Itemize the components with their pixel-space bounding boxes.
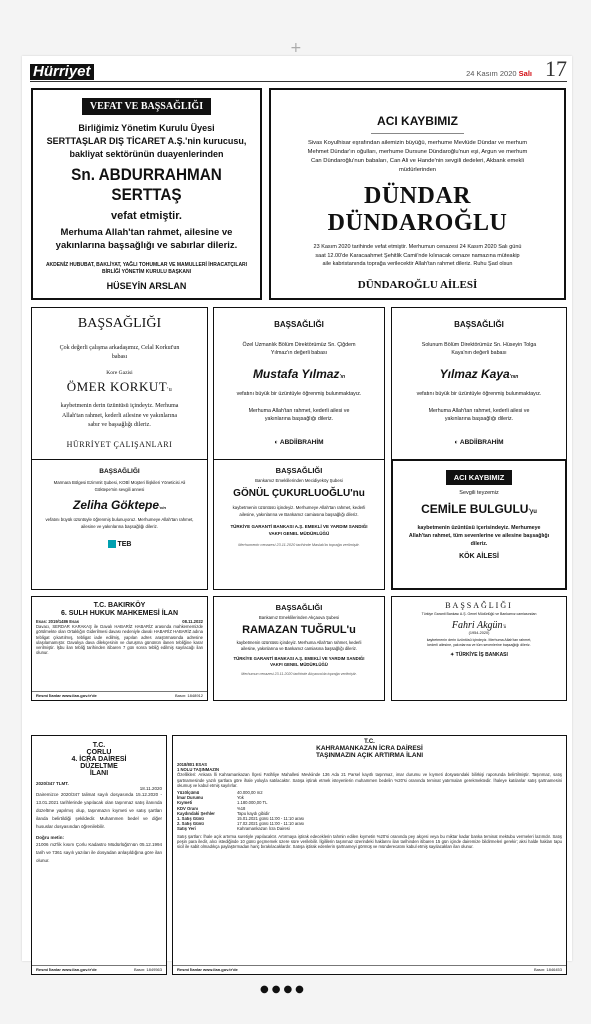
- deceased-name: ÖMER KORKUT: [66, 379, 168, 394]
- signer-name: HÜRRİYET ÇALIŞANLARI: [66, 439, 173, 449]
- detail-value: Kahramankazan İcra Dairesi: [237, 826, 290, 832]
- ad-text: Sevgili teyzemiz: [459, 490, 499, 496]
- notice-title: TAŞINMAZIN AÇIK ARTIRMA İLANI: [315, 752, 424, 759]
- ad-text: vefatını büyük üzüntüyle öğrenmiş bulunuyoruz. Merhumeye Allah'tan rahmet, ailesine ve yakınlarına başsağlığı dileriz.: [45, 517, 194, 529]
- brand-name: ABDİİBRAHİM: [279, 439, 324, 446]
- detail-key: 2. Satış Günü: [177, 821, 204, 827]
- bank-logo-icon: ✦: [450, 652, 456, 658]
- page-indicator-dots: ●●●●: [260, 984, 307, 995]
- page-number: 17: [545, 56, 567, 81]
- ad-title: BAŞSAĞLIĞI: [77, 316, 162, 331]
- ad-title: BAŞSAĞLIĞI: [274, 320, 324, 329]
- ad-text: Bankamız Emeklilerinden Mecidiyeköy Şubesi: [255, 478, 343, 483]
- condolence-ad-cukurluoglu: [213, 459, 385, 590]
- notice-footer: Resmi İlanlar www.ilan.gov.tr'de Basın: 1848912: [32, 691, 207, 700]
- notice-title: 4. İCRA DAİRESİ: [71, 756, 127, 763]
- name-suffix: 'nin: [159, 505, 166, 510]
- notice-body: Dairemizce 2020/347 talimat sayılı dosyasında 15.12.2020 - 13.01.2021 tarihlerinde yapılacak olan taşınmaz satış ilanında düzeltme yapılmış olup, taşınmazın kıymeti ve satış şartları ilanda belirtildiği şekildedir. Muhammen bedel ve diğer hususlar dosyasından öğrenilebilir.: [36, 792, 162, 830]
- ad-text: Marmara Bölgesi Ezimmit Şubesi, KOBİ Müşteri İlişkileri Yöneticisi Ali Göktepe'nin sevgili annesi: [53, 480, 186, 492]
- org-name: TÜRKİYE GARANTİ BANKASI A.Ş. EMEKLİ VE YARDIM SANDIĞI VAKFI GENEL MÜDÜRLÜĞÜ: [233, 656, 365, 667]
- family-name: DÜNDAROĞLU AİLESİ: [357, 278, 478, 291]
- ad-text: Merhuma Allah'tan rahmet, ailesine ve yakınlarına başsağlığı ve sabırlar dileriz.: [55, 227, 238, 251]
- deceased-name: RAMAZAN TUĞRUL'u: [242, 624, 356, 636]
- deceased-name: Mustafa Yılmaz: [252, 367, 340, 381]
- ad-text: (1954-2020): [468, 631, 490, 635]
- newspaper-logo: Hürriyet: [30, 64, 94, 80]
- condolence-ad-dundaroglu: [269, 88, 566, 300]
- detail-value: 40.000,00 m2: [237, 790, 263, 796]
- ad-text: Sivas Koyulhisar eşrafından ailemizin büyüğü, merhume Mevlüde Dündar ve merhum Mehmet Dündar'ın oğulları, merhume Dursune Dündaroğlu'nun eşi, Argun ve merhum Can Dündaroğlu'nun babaları, Can Ali ve Hande'nin sevgili dedeleri, Akbank emekli müdürlerinden: [307, 140, 528, 173]
- issue-day: Salı: [518, 69, 532, 78]
- issue-date: 24 Kasım 2020 Salı: [466, 69, 532, 78]
- notice-title: DÜZELTME: [80, 763, 118, 770]
- ad-text: kaybetmenin derin üzüntüsü içindeyiz. Merhuma Allah'tan rahmet, kederli ailesine ve yakınlarına sabır ve başsağlığı dileriz.: [60, 403, 179, 428]
- ad-title: BAŞSAĞLIĞI: [445, 601, 513, 610]
- court-notice-bakirkoy: [31, 596, 208, 701]
- notice-subtitle: Doğru metin:: [36, 835, 64, 841]
- detail-value: Yok: [237, 795, 244, 801]
- ad-text: kaybetmenin derin üzüntüsü içindeyiz. Merhuma Allah'tan rahmet, kederli ailesine, yakınlarına ve tüm sevenlerine başsağlığı dileriz.: [426, 638, 532, 647]
- ad-text: Merhuma Allah'tan rahmet, kederli ailesi ve yakınlarına başsağlığı dileriz.: [248, 408, 350, 422]
- notice-title: T.C. BAKIRKÖY: [93, 602, 146, 609]
- condolence-ad-akgun: [391, 596, 567, 701]
- family-name: KÖK AİLESİ: [459, 553, 499, 560]
- notice-subtitle: 1 NOLU TAŞINMAZIN: [177, 767, 220, 773]
- name-suffix: 'yu: [528, 509, 537, 515]
- deceased-name: GÖNÜL ÇUKURLUOĞLU'nu: [233, 488, 365, 499]
- ad-text: Çok değerli çalışma arkadaşımız, Celal Korkut'un babası: [59, 345, 180, 360]
- ad-note: Merhumenin cenazesi 23.11.2020 tarihinde Maslak'ta toprağa verilmiştir.: [238, 543, 360, 547]
- name-suffix: 'u: [167, 387, 173, 393]
- notice-body: 21006 m2'lik kısım Çorlu Kadastro Müdürlüğü'nün 05.12.1994 tarih ve 7361 sayılı yazıları ile dosyadan anlaşıldığına göre ilan olunur.: [36, 841, 162, 863]
- notice-title: KAHRAMANKAZAN İCRA DAİRESİ: [316, 745, 423, 752]
- detail-key: Kıymeti: [177, 800, 193, 806]
- ad-title: BAŞSAĞLIĞI: [275, 466, 323, 475]
- ad-title: VEFAT VE BAŞSAĞLIĞI: [82, 98, 211, 115]
- notice-footer: Resmi İlanlar www.ilan.gov.tr'de Basın: 1846453: [173, 965, 566, 974]
- notice-meta: Esas: 2019/1486 Esas 08.11.2022: [36, 619, 203, 624]
- ad-title: ACI KAYBIMIZ: [377, 114, 458, 128]
- ad-text: kaybetmenin üzüntüsü içindeyiz. Merhuma Allah'tan rahmet, kederli ailesine, yakınlarına ve Bankamız camiasına başsağlığı dileriz.: [236, 640, 362, 651]
- detail-value: Tapu kaydı gibidir: [237, 810, 270, 816]
- notice-footer: Resmi İlanlar www.ilan.gov.tr'de Basın: 1849563: [32, 965, 166, 974]
- brand-logo-icon: ◐: [454, 439, 460, 446]
- property-details: [173, 790, 566, 832]
- brand-name: TEB: [117, 540, 132, 548]
- ad-text: Türkiye Garanti Bankası A.Ş. Genel Müdürlüğü ve Bankamız camiasından: [421, 612, 537, 616]
- ad-text: Birliğimiz Yönetim Kurulu Üyesi: [78, 123, 215, 133]
- deceased-name: Fahri Akgün: [451, 620, 503, 631]
- detail-key: Satış Yeri: [177, 826, 196, 832]
- notice-title: İLANI: [89, 770, 109, 777]
- name-suffix: 'ın: [339, 374, 346, 380]
- detail-value: 17.02.2021 günü 11:00 - 11:10 arası: [237, 821, 305, 827]
- ad-text: 23 Kasım 2020 tarihinde vefat etmiştir. Merhumun cenazesi 24 Kasım 2020 Salı günü saat 12.00'de Karacaahmet Şehitlik Camii'nde kılınacak cenaze namazına müteakip aile kabristanında toprağa verilecektir Allah'tan rahmet dileriz. Ruhu Şad olsun: [313, 244, 522, 267]
- ad-text: vefat etmiştir.: [111, 210, 182, 222]
- condolence-ad-serttas: [31, 88, 262, 300]
- detail-key: Yüzölçümü: [177, 790, 200, 796]
- brand-name: ABDİİBRAHİM: [459, 439, 504, 446]
- ad-text: Kore Gazisi: [106, 370, 133, 376]
- deceased-name: Zeliha Göktepe: [73, 498, 160, 512]
- detail-key: Kaydındaki Şerhler: [177, 810, 215, 816]
- name-suffix: 'ü: [502, 625, 507, 630]
- ad-text: Bankamız Emeklilerinden Akçaova Şubesi: [258, 615, 340, 620]
- detail-value: 15.01.2021 günü 11:00 - 11:10 arası: [237, 816, 305, 822]
- ad-text: Özel Uzmanlık Bölüm Direktörümüz Sn. Çiğdem Yılmaz'ın değerli babası: [242, 342, 356, 356]
- deceased-name: DÜNDAR DÜNDAROĞLU: [327, 183, 508, 236]
- ad-text: vefatını büyük bir üzüntüyle öğrenmiş bulunmaktayız.: [236, 391, 362, 397]
- notice-meta: 2018/801 ESAS: [177, 762, 208, 767]
- ad-text: vefatını büyük bir üzüntüyle öğrenmiş bulunmaktayız.: [416, 391, 542, 397]
- ad-text: Merhuma Allah'tan rahmet, kederli ailesi ve yakınlarına başsağlığı dileriz.: [428, 408, 530, 422]
- notice-body: Satış şartları: İhale açık artırma suretiyle yapılacaktır. Artırmaya iştirak edeceklerin tahmin edilen kıymetin %20'si oranında pey akçesi veya bu miktar kadar banka teminat mektubu vermeleri lazımdır. Satış peşin para iledir, alıcı istediğinde 10 günü geçmemek üzere süre verilebilir. İlgililerin taşınmaz üzerindeki haklarını ilan tarihinden itibaren 15 gün içinde dairemize bildirmeleri gerekir; aksi halde hakları tapu sicil ile sabit olmadıkça paylaştırmadan hariç bırakılacaklardır. Satışa iştirak edenlerin şartnameyi görmüş ve münderecatını kabul etmiş sayılacakları ilan olunur.: [177, 833, 562, 850]
- ad-title: BAŞSAĞLIĞI: [454, 320, 504, 329]
- ad-title: BAŞSAĞLIĞI: [99, 468, 140, 475]
- ad-text: Solunum Bölüm Direktörümüz Sn. Hüseyin Tolga Kaya'nın değerli babası: [421, 342, 537, 356]
- brand-logo-icon: ◐: [274, 439, 280, 446]
- detail-value: 1.180.000,00 TL: [237, 800, 268, 806]
- detail-value: %18: [237, 805, 246, 811]
- notice-body: Özellikleri: Ankara İli Kahramankazan İlçesi Fatihliye Mahallesi Mevkiinde 136 Ada 21 Parsel kayıtlı taşınmaz, imar durumu ve kıymeti dosyasındaki bilirkişi raporunda belirtilmiştir. Taşınmaz, satış şartnamesinde yazılı şartlara göre ihale yoluyla satılacaktır. Satışa iştirak etmek isteyenlerin muhammen bedelin %20'si oranında teminat yatırmaları gerekmektedir. İhaleye katılanlar satış şartnamesini okumuş ve kabul etmiş sayılırlar.: [177, 772, 562, 788]
- notice-title: T.C.: [364, 739, 375, 745]
- condolence-ad-tugrul: [213, 596, 385, 701]
- name-suffix: 'nın: [509, 374, 519, 380]
- court-notice-corlu: [31, 735, 167, 975]
- property-detail-row: [173, 826, 566, 831]
- notice-body: Davacı, SERDAR KARAKAŞ ile Davalı HABARİZ HABARİZ arasında mahkememizde görülmekte olan Ortaklığın Giderilmesi davası nedeniyle davalı HABARİZ HABARİZ adına tebligat çıkartılmış, tebligat iade edilmiş, yapılan adres araştırmasında adresine ulaşılamamıştır. Davalıya dava dilekçesinin ve duruşma gününün ilanen tebliğine karar verilmiştir. İşbu ilan tebliğ tarihinden itibaren 7 gün sonra tebliğ edilmiş sayılacağı ilan olunur.: [36, 624, 203, 656]
- ad-title: BAŞSAĞLIĞI: [275, 603, 323, 612]
- deceased-name: CEMİLE BULGULU: [421, 502, 529, 516]
- signer-name: HÜSEYİN ARSLAN: [106, 281, 187, 291]
- notice-meta: 2020/347 TLMT.: [36, 781, 69, 786]
- deceased-name: Sn. ABDURRAHMAN SERTTAŞ: [71, 165, 222, 204]
- detail-key: KDV Oranı: [177, 805, 198, 811]
- brand-name: TÜRKİYE İŞ BANKASI: [455, 652, 508, 658]
- ad-text: kaybetmenin üzüntüsü içerisindeyiz. Merhumeye Allah'tan rahmet, tüm sevenlerine ve ailesine başsağlığı dileriz.: [408, 525, 550, 547]
- notice-title: 6. SULH HUKUK MAHKEMESİ İLAN: [60, 610, 179, 617]
- detail-key: 1. Satış Günü: [177, 816, 204, 822]
- condolence-ad-bulgulu: [391, 459, 567, 590]
- org-name: TÜRKİYE GARANTİ BANKASI A.Ş. EMEKLİ VE YARDIM SANDIĞI VAKFI GENEL MÜDÜRLÜĞÜ: [230, 524, 368, 536]
- ad-title: ACI KAYBIMIZ: [446, 470, 513, 485]
- page-header: [30, 56, 567, 82]
- ad-text: bakliyat sektörünün duayenlerinden: [69, 149, 224, 159]
- crop-mark-icon: +: [290, 40, 302, 56]
- notice-title: ÇORLU: [86, 749, 112, 756]
- org-name: AKDENİZ HUBUBAT, BAKLİYAT, YAĞLI TOHUMLAR VE MAMULLERİ İHRACATÇILARI BİRLİĞİ YÖNETİM KURULU BAŞKANI: [45, 262, 248, 275]
- condolence-ad-goktepe: [31, 459, 208, 590]
- detail-key: İmar Durumu: [177, 795, 204, 801]
- notice-date: 18.11.2020: [139, 786, 162, 792]
- ad-text: kaybetmenin üzüntüsü içindeyiz. Merhumeye Allah'tan rahmet, kederli ailesine, yakınlarına ve Bankamız camiasına başsağlığı dileriz.: [232, 505, 366, 517]
- ad-text: SERTTAŞLAR DIŞ TİCARET A.Ş.'nin kurucusu,: [46, 136, 247, 146]
- deceased-name: Yılmaz Kaya: [439, 367, 510, 381]
- teb-logo-icon: [108, 540, 116, 548]
- ad-note: Merhumun cenazesi 23.11.2020 tarihinde Akçaova'da toprağa verilmiştir.: [241, 672, 357, 676]
- notice-title: T.C.: [92, 742, 106, 749]
- auction-notice-kahramankazan: [172, 735, 567, 975]
